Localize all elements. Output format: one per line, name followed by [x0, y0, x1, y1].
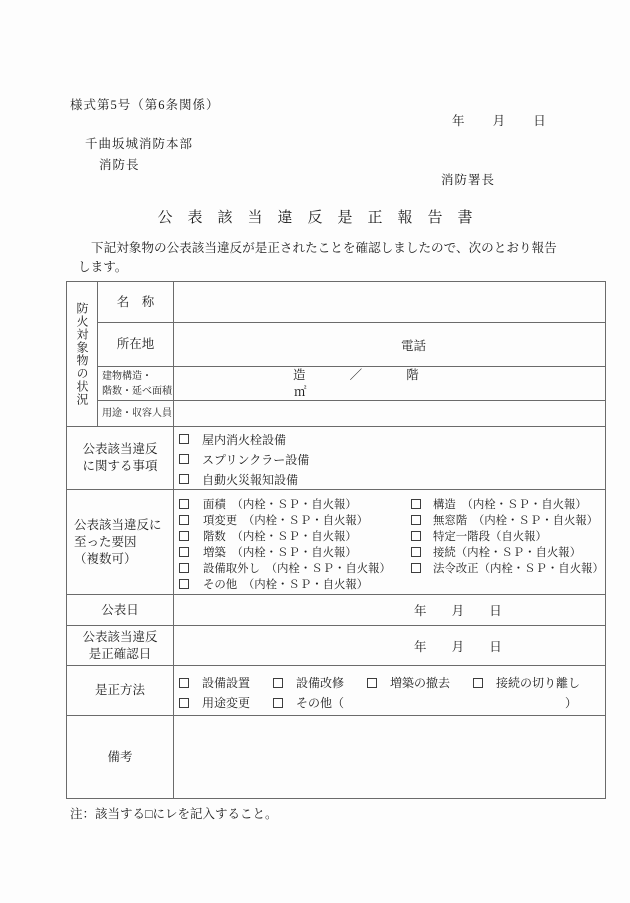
cause-row: [174, 528, 605, 544]
use-capacity-value-cell[interactable]: [174, 401, 606, 427]
method-row: [174, 673, 605, 693]
name-value-cell[interactable]: [174, 282, 606, 323]
checkbox-label: 無窓階 （内栓・ＳＰ・自火報）: [433, 514, 599, 527]
checkbox-extension-removal[interactable]: [367, 678, 377, 688]
structure-kai: 階: [406, 368, 419, 382]
confirmation-date-label-cell: [67, 626, 174, 666]
checkbox-label: その他 （内栓・ＳＰ・自火報）: [203, 579, 369, 592]
cause-row: [174, 512, 605, 528]
publication-day: 日: [489, 604, 502, 618]
checkbox-single-stairway[interactable]: [411, 531, 421, 541]
checkbox-disconnect[interactable]: [473, 678, 483, 688]
correction-method-label-cell: 是正方法: [67, 666, 174, 716]
checkbox-label: 法令改正（内栓・ＳＰ・自火報）: [433, 563, 604, 576]
checkbox-structure[interactable]: [411, 499, 421, 509]
checkbox-label: 用途変更: [202, 696, 251, 710]
cause-item: [411, 560, 604, 576]
structure-value-cell[interactable]: [174, 367, 606, 401]
publication-month: 月: [451, 604, 465, 618]
confirmation-date-line: [174, 637, 605, 655]
checkbox-label: 接続（内栓・ＳＰ・自火報）: [433, 547, 582, 560]
recipient-organization: 千曲坂城消防本部: [85, 137, 194, 151]
violation-option-row: [174, 469, 605, 489]
structure-sqm: ㎡: [294, 385, 307, 399]
checkbox-label: 設備改修: [296, 676, 345, 690]
row-publication-date: [67, 595, 606, 626]
checkbox-floors[interactable]: [179, 531, 189, 541]
method-item: [273, 674, 344, 691]
checkbox-label: 階数 （内栓・ＳＰ・自火報）: [203, 530, 357, 543]
causes-value-cell: [174, 490, 606, 595]
recipient-title: 消防長: [99, 158, 140, 172]
correction-method-options: [174, 669, 605, 713]
checkbox-method-other[interactable]: [273, 698, 283, 708]
cause-item: [174, 544, 411, 560]
row-confirmation-date: [67, 626, 606, 666]
cause-item: [174, 512, 411, 528]
header-date-year: 年: [452, 114, 465, 128]
cause-item: [411, 512, 598, 528]
checkbox-label: 設備設置: [202, 676, 251, 690]
address-value-cell[interactable]: [174, 323, 606, 367]
checkbox-extension[interactable]: [179, 547, 189, 557]
checkbox-label: その他（: [296, 696, 345, 710]
violation-option-row: [174, 449, 605, 469]
checkbox-connection[interactable]: [411, 547, 421, 557]
structure-value-line1: [174, 367, 605, 384]
method-item: [179, 674, 250, 691]
method-item: [179, 694, 250, 711]
checkbox-equipment-removal[interactable]: [179, 563, 189, 573]
violation-label-line2: に関する事項: [82, 459, 158, 473]
violation-options: [174, 427, 605, 489]
checkbox-use-change[interactable]: [179, 698, 189, 708]
address-label-cell: 所在地: [98, 323, 174, 367]
use-capacity-label-cell: 用途・収容人員: [98, 401, 174, 427]
causes-label-line1: 公表該当違反に: [74, 517, 162, 532]
property-section-label: 防火対象物の状況: [75, 302, 89, 406]
phone-label: 電話: [401, 338, 427, 353]
checkbox-label: 項変更 （内栓・ＳＰ・自火報）: [203, 514, 369, 527]
causes-options: [174, 491, 605, 592]
checkbox-indoor-hydrant[interactable]: [179, 434, 189, 444]
checkbox-category-change[interactable]: [179, 515, 189, 525]
publication-date-line: [174, 601, 605, 619]
checkbox-label: 接続の切り離し: [496, 676, 581, 690]
violation-label-line1: 公表該当違反: [82, 442, 158, 456]
row-address: [67, 323, 606, 367]
intro-paragraph: 下記対象物の公表該当違反が是正されたことを確認しましたので、次のとおり報告します。: [78, 241, 557, 274]
method-item: [473, 674, 580, 691]
cause-row: [174, 544, 605, 560]
cause-item: [174, 496, 411, 512]
checkbox-label: 構造 （内栓・ＳＰ・自火報）: [433, 498, 587, 511]
property-section-header: [67, 282, 98, 427]
method-item: [367, 674, 450, 691]
row-violation-items: [67, 427, 606, 490]
checkbox-label: スプリンクラー設備: [202, 452, 310, 467]
confirmation-year: 年: [414, 639, 427, 654]
checkbox-label: 増築 （内栓・ＳＰ・自火報）: [203, 547, 357, 560]
checkbox-label: 屋内消火栓設備: [202, 432, 287, 447]
publication-year: 年: [414, 604, 427, 618]
cause-item: [411, 528, 547, 544]
row-correction-method: [67, 666, 606, 716]
structure-label-cell: [98, 367, 174, 401]
violation-items-value-cell: [174, 427, 606, 490]
form-number: 様式第5号（第6条関係）: [70, 98, 220, 112]
name-label-cell: 名 称: [98, 282, 174, 323]
cause-row: [174, 560, 605, 576]
checkbox-fire-alarm[interactable]: [179, 474, 189, 484]
header-date-line: [452, 111, 546, 129]
checkbox-area[interactable]: [179, 499, 189, 509]
header-date-month: 月: [492, 114, 506, 128]
structure-slash: ／: [349, 368, 363, 382]
checkbox-label: 特定一階段（自火報）: [433, 530, 547, 543]
checkbox-equipment-install[interactable]: [179, 678, 189, 688]
confirmation-day: 日: [489, 639, 502, 654]
checkbox-label: 増築の撤去: [390, 676, 451, 690]
method-item: [273, 694, 344, 711]
causes-label-cell: [67, 490, 174, 595]
report-table: [66, 281, 606, 799]
footer-note: 注：該当する□にレを記入すること。: [70, 807, 278, 821]
structure-label-line2: 階数・延べ面積: [102, 385, 172, 397]
checkbox-law-revision[interactable]: [411, 563, 421, 573]
structure-label-line1: 建物構造・: [102, 370, 152, 382]
document-title: 公表該当違反是正報告書: [157, 210, 488, 226]
row-remarks: [67, 716, 606, 799]
publication-date-value-cell[interactable]: [174, 595, 606, 626]
cause-item: [174, 528, 411, 544]
confirmation-label-line2: 是正確認日: [88, 646, 152, 661]
cause-item: [411, 496, 587, 512]
checkbox-windowless-floor[interactable]: [411, 515, 421, 525]
confirmation-label-line1: 公表該当違反: [82, 629, 158, 644]
sender-title: 消防署長: [441, 173, 496, 187]
confirmation-month: 月: [451, 639, 465, 654]
confirmation-date-value-cell[interactable]: [174, 626, 606, 666]
cause-item: [411, 544, 581, 560]
violation-items-label-cell: [67, 427, 174, 490]
checkbox-equipment-repair[interactable]: [273, 678, 283, 688]
cause-item: [174, 576, 411, 592]
checkbox-cause-other[interactable]: [179, 579, 189, 589]
cause-row: [174, 495, 605, 511]
remarks-label-cell: 備考: [67, 716, 174, 799]
causes-label-line3: （複数可）: [74, 551, 137, 566]
checkbox-label: 設備取外し （内栓・ＳＰ・自火報）: [203, 563, 391, 576]
remarks-value-cell[interactable]: [174, 716, 606, 799]
row-structure: [67, 367, 606, 401]
publication-date-label-cell: 公表日: [67, 595, 174, 626]
violation-option-row: [174, 429, 605, 449]
header-date-day: 日: [533, 114, 546, 128]
method-other-close-paren: ）: [564, 696, 577, 710]
row-name: [67, 282, 606, 323]
checkbox-label: 面積 （内栓・ＳＰ・自火報）: [203, 498, 357, 511]
cause-item: [174, 560, 411, 576]
checkbox-label: 自動火災報知設備: [202, 472, 299, 487]
structure-zou: 造: [293, 368, 306, 382]
method-row: [174, 693, 605, 713]
row-causes: [67, 490, 606, 595]
cause-row: [174, 576, 605, 592]
correction-method-value-cell: [174, 666, 606, 716]
causes-label-line2: 至った要因: [74, 534, 137, 549]
checkbox-sprinkler[interactable]: [179, 454, 189, 464]
row-use-capacity: [67, 401, 606, 427]
